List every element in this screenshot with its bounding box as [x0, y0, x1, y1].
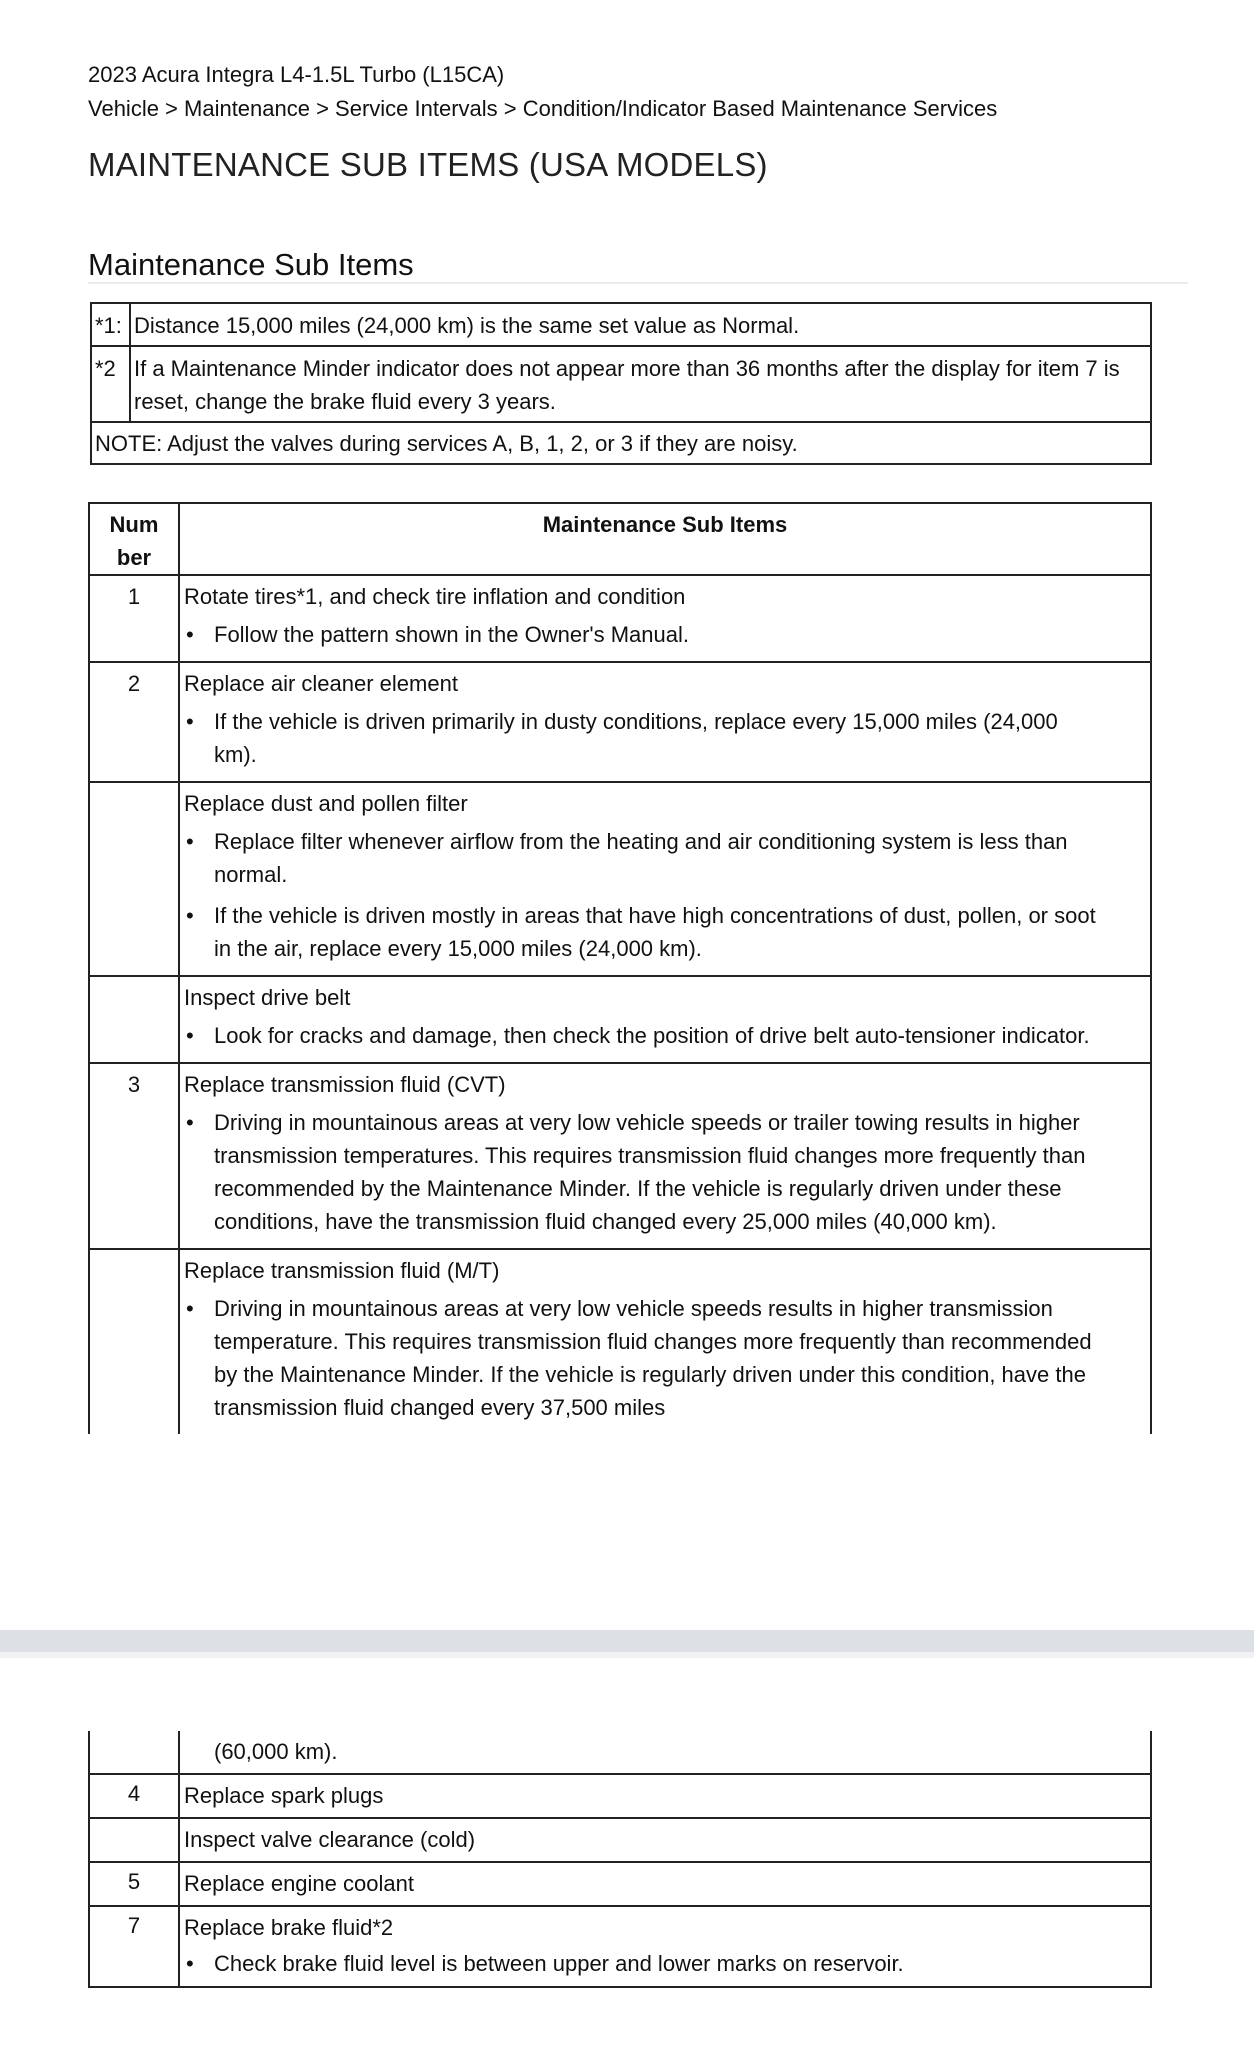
- row-item: [179, 1063, 1151, 1249]
- bullet-icon: •: [186, 903, 194, 928]
- page-title: MAINTENANCE SUB ITEMS (USA MODELS): [88, 146, 768, 183]
- row-item: [179, 782, 1151, 976]
- table-row: [89, 1063, 1151, 1249]
- bullet-text: Follow the pattern shown in the Owner's Manual.: [214, 622, 689, 647]
- table-row: [89, 1774, 1151, 1818]
- row-item: [179, 662, 1151, 782]
- page-break-shadow: [0, 1652, 1254, 1658]
- column-header-number-line2: ber: [116, 545, 152, 570]
- bullet-text: Driving in mountainous areas at very low vehicle speeds results in higher transmission temperature. This requires transmission fluid changes more frequently than recommended by the Maintenance Minder. If the vehicle is regularly driven under this condition, have the transmission fluid changed every 37,500 miles: [214, 1296, 1092, 1420]
- item-title: Replace transmission fluid (M/T): [184, 1258, 500, 1283]
- item-title: Rotate tires*1, and check tire inflation and condition: [184, 584, 686, 609]
- table-row: [89, 782, 1151, 976]
- row-number: 4: [89, 1774, 179, 1818]
- bullet-item: [184, 1947, 1150, 1980]
- table-row: [89, 1862, 1151, 1906]
- item-title: Inspect drive belt: [184, 985, 351, 1010]
- page-gap: [0, 1472, 1254, 1630]
- section-divider: [88, 282, 1188, 284]
- footnote-key: *2: [91, 346, 130, 422]
- item-title: Replace transmission fluid (CVT): [184, 1072, 506, 1097]
- table-row: [89, 1731, 1151, 1774]
- row-number: [89, 782, 179, 976]
- table-row: [89, 1249, 1151, 1434]
- maintenance-table-continued: [88, 1731, 1152, 1988]
- row-number: 5: [89, 1862, 179, 1906]
- row-item: [179, 1249, 1151, 1434]
- bullet-item: [184, 825, 1150, 891]
- footnote-key: *1:: [91, 303, 130, 346]
- row-number: 3: [89, 1063, 179, 1249]
- item-title: Replace engine coolant: [179, 1862, 1151, 1906]
- row-number: 1: [89, 575, 179, 662]
- column-header-items: Maintenance Sub Items: [179, 503, 1151, 575]
- bullet-text: Driving in mountainous areas at very low vehicle speeds or trailer towing results in higher transmission temperatures. This requires transmission fluid changes more frequently than recommended by the Maintenance Minder. If the vehicle is regularly driven under these conditions, have the transmission fluid changed every 25,000 miles (40,000 km).: [214, 1110, 1086, 1234]
- page-break-divider: [0, 1630, 1254, 1652]
- item-title: Replace air cleaner element: [184, 671, 458, 696]
- maintenance-table: [88, 502, 1152, 1434]
- row-item: [179, 976, 1151, 1063]
- footnote-row: [91, 303, 1151, 346]
- item-title: Inspect valve clearance (cold): [179, 1818, 1151, 1862]
- breadcrumb: Vehicle > Maintenance > Service Intervals > Condition/Indicator Based Maintenance Services: [88, 96, 998, 121]
- footnote-text: If a Maintenance Minder indicator does not appear more than 36 months after the display for item 7 is reset, change the brake fluid every 3 years.: [130, 346, 1151, 422]
- item-title: Replace spark plugs: [179, 1774, 1151, 1818]
- bullet-icon: •: [186, 1023, 194, 1048]
- table-row: [89, 662, 1151, 782]
- row-number: 2: [89, 662, 179, 782]
- section-title: Maintenance Sub Items: [88, 247, 414, 282]
- bullet-icon: •: [186, 622, 194, 647]
- bullet-item: [184, 1106, 1150, 1238]
- row-number: 7: [89, 1906, 179, 1987]
- bullet-text: If the vehicle is driven primarily in dusty conditions, replace every 15,000 miles (24,000 km).: [214, 709, 1058, 767]
- bullet-item: [184, 705, 1150, 771]
- table-row: [89, 1906, 1151, 1987]
- note-row: [91, 422, 1151, 464]
- bullet-icon: •: [186, 1296, 194, 1321]
- continued-text: (60,000 km).: [179, 1731, 1151, 1774]
- footnote-text: Distance 15,000 miles (24,000 km) is the same set value as Normal.: [130, 303, 1151, 346]
- table-row: [89, 976, 1151, 1063]
- bullet-icon: •: [186, 709, 194, 734]
- bullet-icon: •: [186, 829, 194, 854]
- bullet-text: Replace filter whenever airflow from the heating and air conditioning system is less than normal.: [214, 829, 1068, 887]
- bullet-item: [184, 1292, 1150, 1424]
- bullet-text: Look for cracks and damage, then check the position of drive belt auto-tensioner indicator.: [214, 1023, 1090, 1048]
- bullet-text: If the vehicle is driven mostly in areas that have high concentrations of dust, pollen, or soot in the air, replace every 15,000 miles (24,000 km).: [214, 903, 1096, 961]
- bullet-item: [184, 1019, 1150, 1052]
- column-header-number: [89, 503, 179, 575]
- footnotes-table: [90, 302, 1152, 465]
- row-number: [89, 1818, 179, 1862]
- column-header-number-line1: Num: [109, 512, 159, 537]
- bullet-item: [184, 618, 1150, 651]
- row-number: [89, 1249, 179, 1434]
- vehicle-title: 2023 Acura Integra L4-1.5L Turbo (L15CA): [88, 62, 505, 87]
- item-title: Replace dust and pollen filter: [184, 791, 468, 816]
- row-number: [89, 976, 179, 1063]
- bullet-item: [184, 899, 1150, 965]
- bullet-icon: •: [186, 1951, 194, 1976]
- row-number: [89, 1731, 179, 1774]
- item-title: Replace brake fluid*2: [184, 1915, 394, 1940]
- table-row: [89, 1818, 1151, 1862]
- row-item: [179, 1906, 1151, 1987]
- table-row: [89, 575, 1151, 662]
- note-text: NOTE: Adjust the valves during services A, B, 1, 2, or 3 if they are noisy.: [91, 422, 1151, 464]
- row-item: [179, 575, 1151, 662]
- table-header-row: [89, 503, 1151, 575]
- bullet-text: Check brake fluid level is between upper and lower marks on reservoir.: [214, 1951, 904, 1976]
- footnote-row: [91, 346, 1151, 422]
- bullet-icon: •: [186, 1110, 194, 1135]
